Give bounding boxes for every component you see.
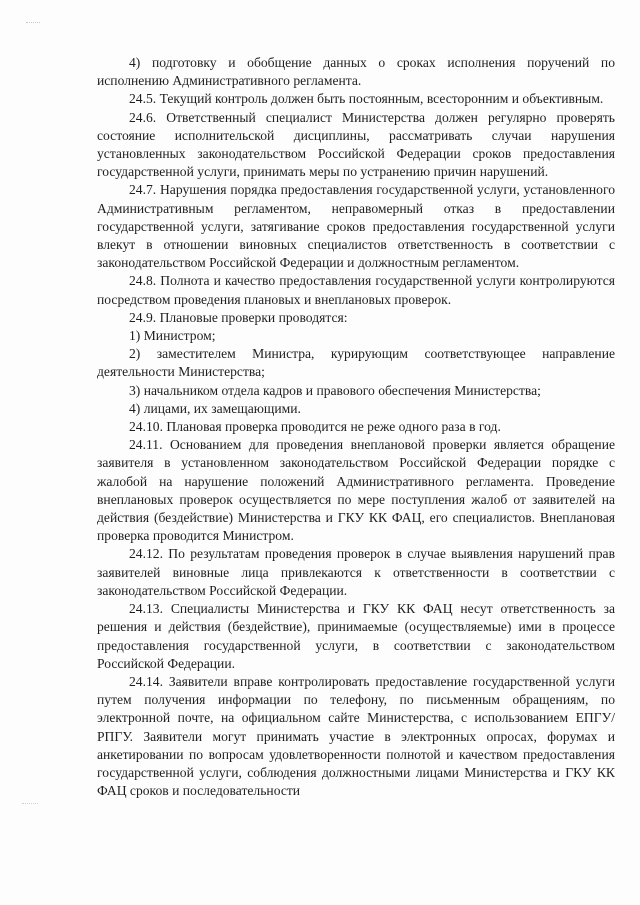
paragraph-24-11: 24.11. Основанием для проведения внеплановой проверки является обращение заявителя в установленном законодательством Российской Федерации порядке с жалобой на нарушение положений Административного регламента. Проведение внеплановых проверок осуществляется по мере поступления жалоб от заявителей на действия (бездействие) Министерства и ГКУ КК ФАЦ, его специалистов. Внеплановая проверка проводится Министром. [97,437,615,544]
scan-edge-mark [26,22,40,26]
paragraph-24-8: 24.8. Полнота и качество предоставления государственной услуги контролируются посредством проведения плановых и внеплановых проверок. [97,273,615,307]
list-item-department-head: 3) начальником отдела кадров и правового обеспечения Министерства; [129,382,541,398]
paragraph-24-6: 24.6. Ответственный специалист Министерства должен регулярно проверять состояние исполнительской дисциплины, рассматривать случаи нарушения установленных законодательством Российской Федерации сроков предоставления государственной услуги, принимать меры по устранению причин нарушений. [97,109,615,180]
paragraph-item-4: 4) подготовку и обобщение данных о сроках исполнения поручений по исполнению Административного регламента. [97,55,615,89]
paragraph-24-7: 24.7. Нарушения порядка предоставления государственной услуги, установленного Административным регламентом, неправомерный отказ в предоставлении государственной услуги, затягивание сроков предоставления государственной услуги влекут в отношении виновных специалистов ответственность в соответствии с законодательством Российской Федерации и должностным регламентом. [97,182,615,271]
list-item-substitutes: 4) лицами, их замещающими. [129,400,301,416]
list-item-deputy: 2) заместителем Министра, курирующим соответствующее направление деятельности Министерства; [97,346,615,380]
paragraph-24-5: 24.5. Текущий контроль должен быть постоянным, всесторонним и объективным. [129,91,604,107]
list-item-minister: 1) Министром; [129,328,216,344]
paragraph-24-13: 24.13. Специалисты Министерства и ГКУ КК ФАЦ несут ответственность за решения и действия (бездействие), принимаемые (осуществляемые) ими в процессе предоставления государственной услуги, в соответствии с законодательством Российской Федерации. [97,601,615,671]
document-body [97,54,615,800]
paragraph-24-14: 24.14. Заявители вправе контролировать предоставление государственной услуги путем получения информации по телефону, по письменным обращениям, по электронной почте, на официальном сайте Министерства, с использованием ЕПГУ/РПГУ. Заявители могут принимать участие в электронных опросах, форумах и анкетировании по вопросам удовлетворенности полнотой и качеством предоставления государственной услуги, соблюдения должностными лицами Министерства и ГКУ КК ФАЦ сроков и последовательности [97,673,615,799]
paragraph-24-9: 24.9. Плановые проверки проводятся: [129,309,348,325]
paragraph-24-12: 24.12. По результатам проведения проверок в случае выявления нарушений прав заявителей виновные лица привлекаются к ответственности в соответствии с законодательством Российской Федерации. [97,546,615,598]
scan-edge-mark-bottom [22,803,38,806]
paragraph-24-10: 24.10. Плановая проверка проводится не реже одного раза в год. [129,419,501,435]
